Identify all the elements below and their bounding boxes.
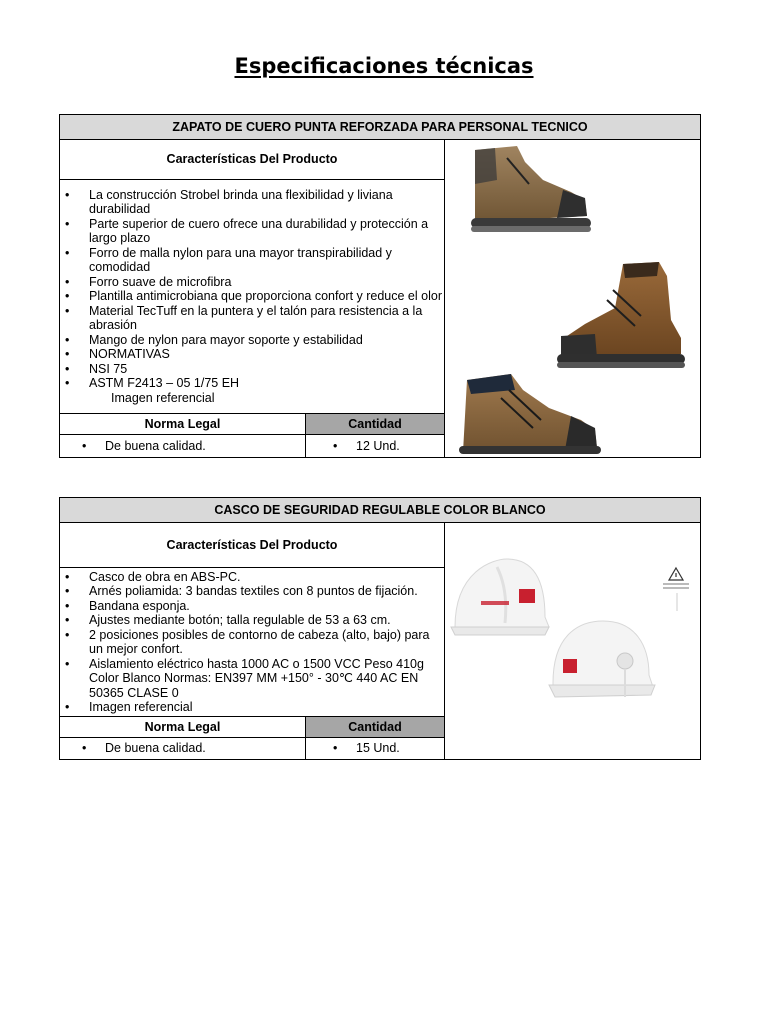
cantidad-value-cell (306, 434, 445, 457)
feature-item: • NORMATIVAS (60, 347, 444, 362)
norma-legal-value-cell (60, 434, 306, 457)
feature-item: • Forro de malla nylon para una mayor transpirabilidad y comodidad (60, 246, 444, 275)
feature-item: • Imagen referencial (60, 700, 444, 715)
feature-item: • Material TecTuff en la puntera y el talón para resistencia a la abrasión (60, 304, 444, 333)
product-image-cell (445, 523, 701, 760)
product-image-cell (445, 140, 701, 458)
norma-legal-header: Norma Legal (60, 413, 306, 434)
norma-legal-header: Norma Legal (60, 716, 306, 737)
work-boot-icon (445, 140, 701, 457)
feature-item: • Casco de obra en ABS-PC. (60, 570, 444, 585)
cantidad-item: • 12 Und. (306, 439, 444, 454)
cantidad-value: 12 Und. (356, 438, 400, 453)
features-cell (60, 180, 445, 413)
feature-item: • Arnés poliamida: 3 bandas textiles con 8 puntos de fijación. (60, 584, 444, 599)
norma-legal-item: • De buena calidad. (60, 439, 305, 454)
spec-table-boots (59, 114, 701, 458)
feature-item: • Ajustes mediante botón; talla regulable de 53 a 63 cm. (60, 613, 444, 628)
cantidad-value: 15 Und. (356, 741, 400, 756)
cantidad-item: • 15 Und. (306, 741, 444, 756)
feature-item: • La construcción Strobel brinda una flexibilidad y liviana durabilidad (60, 188, 444, 217)
norma-legal-value: De buena calidad. (105, 741, 206, 756)
product-title: ZAPATO DE CUERO PUNTA REFORZADA PARA PERSONAL TECNICO (60, 115, 701, 140)
features-list (60, 188, 444, 391)
features-cell (60, 568, 445, 717)
feature-item: • Plantilla antimicrobiana que proporciona confort y reduce el olor (60, 289, 444, 304)
feature-item: • ASTM F2413 – 05 1/75 EH (60, 376, 444, 391)
safety-helmet-icon (445, 523, 701, 759)
cantidad-header: Cantidad (306, 716, 445, 737)
characteristics-header: Características Del Producto (60, 140, 445, 180)
feature-item: • Aislamiento eléctrico hasta 1000 AC o 1500 VCC Peso 410g Color Blanco Normas: EN397 MM +150° - 30℃ 440 AC EN 50365 CLASE 0 (60, 657, 444, 701)
spec-table-helmet (59, 497, 701, 760)
norma-legal-item: • De buena calidad. (60, 741, 305, 756)
feature-item: • Forro suave de microfibra (60, 275, 444, 290)
norma-legal-value: De buena calidad. (105, 438, 206, 453)
features-list (60, 570, 444, 715)
page-title: Especificaciones técnicas (234, 54, 534, 78)
feature-item: • Bandana esponja. (60, 599, 444, 614)
cantidad-value-cell (306, 737, 445, 759)
norma-legal-value-cell (60, 737, 306, 759)
product-title: CASCO DE SEGURIDAD REGULABLE COLOR BLANCO (60, 498, 701, 523)
feature-item: • NSI 75 (60, 362, 444, 377)
feature-item: • Mango de nylon para mayor soporte y estabilidad (60, 333, 444, 348)
feature-item: • 2 posiciones posibles de contorno de cabeza (alto, bajo) para un mejor confort. (60, 628, 444, 657)
characteristics-header: Características Del Producto (60, 523, 445, 568)
cantidad-header: Cantidad (306, 413, 445, 434)
image-note: Imagen referencial (111, 390, 215, 405)
feature-item: • Parte superior de cuero ofrece una durabilidad y protección a largo plazo (60, 217, 444, 246)
